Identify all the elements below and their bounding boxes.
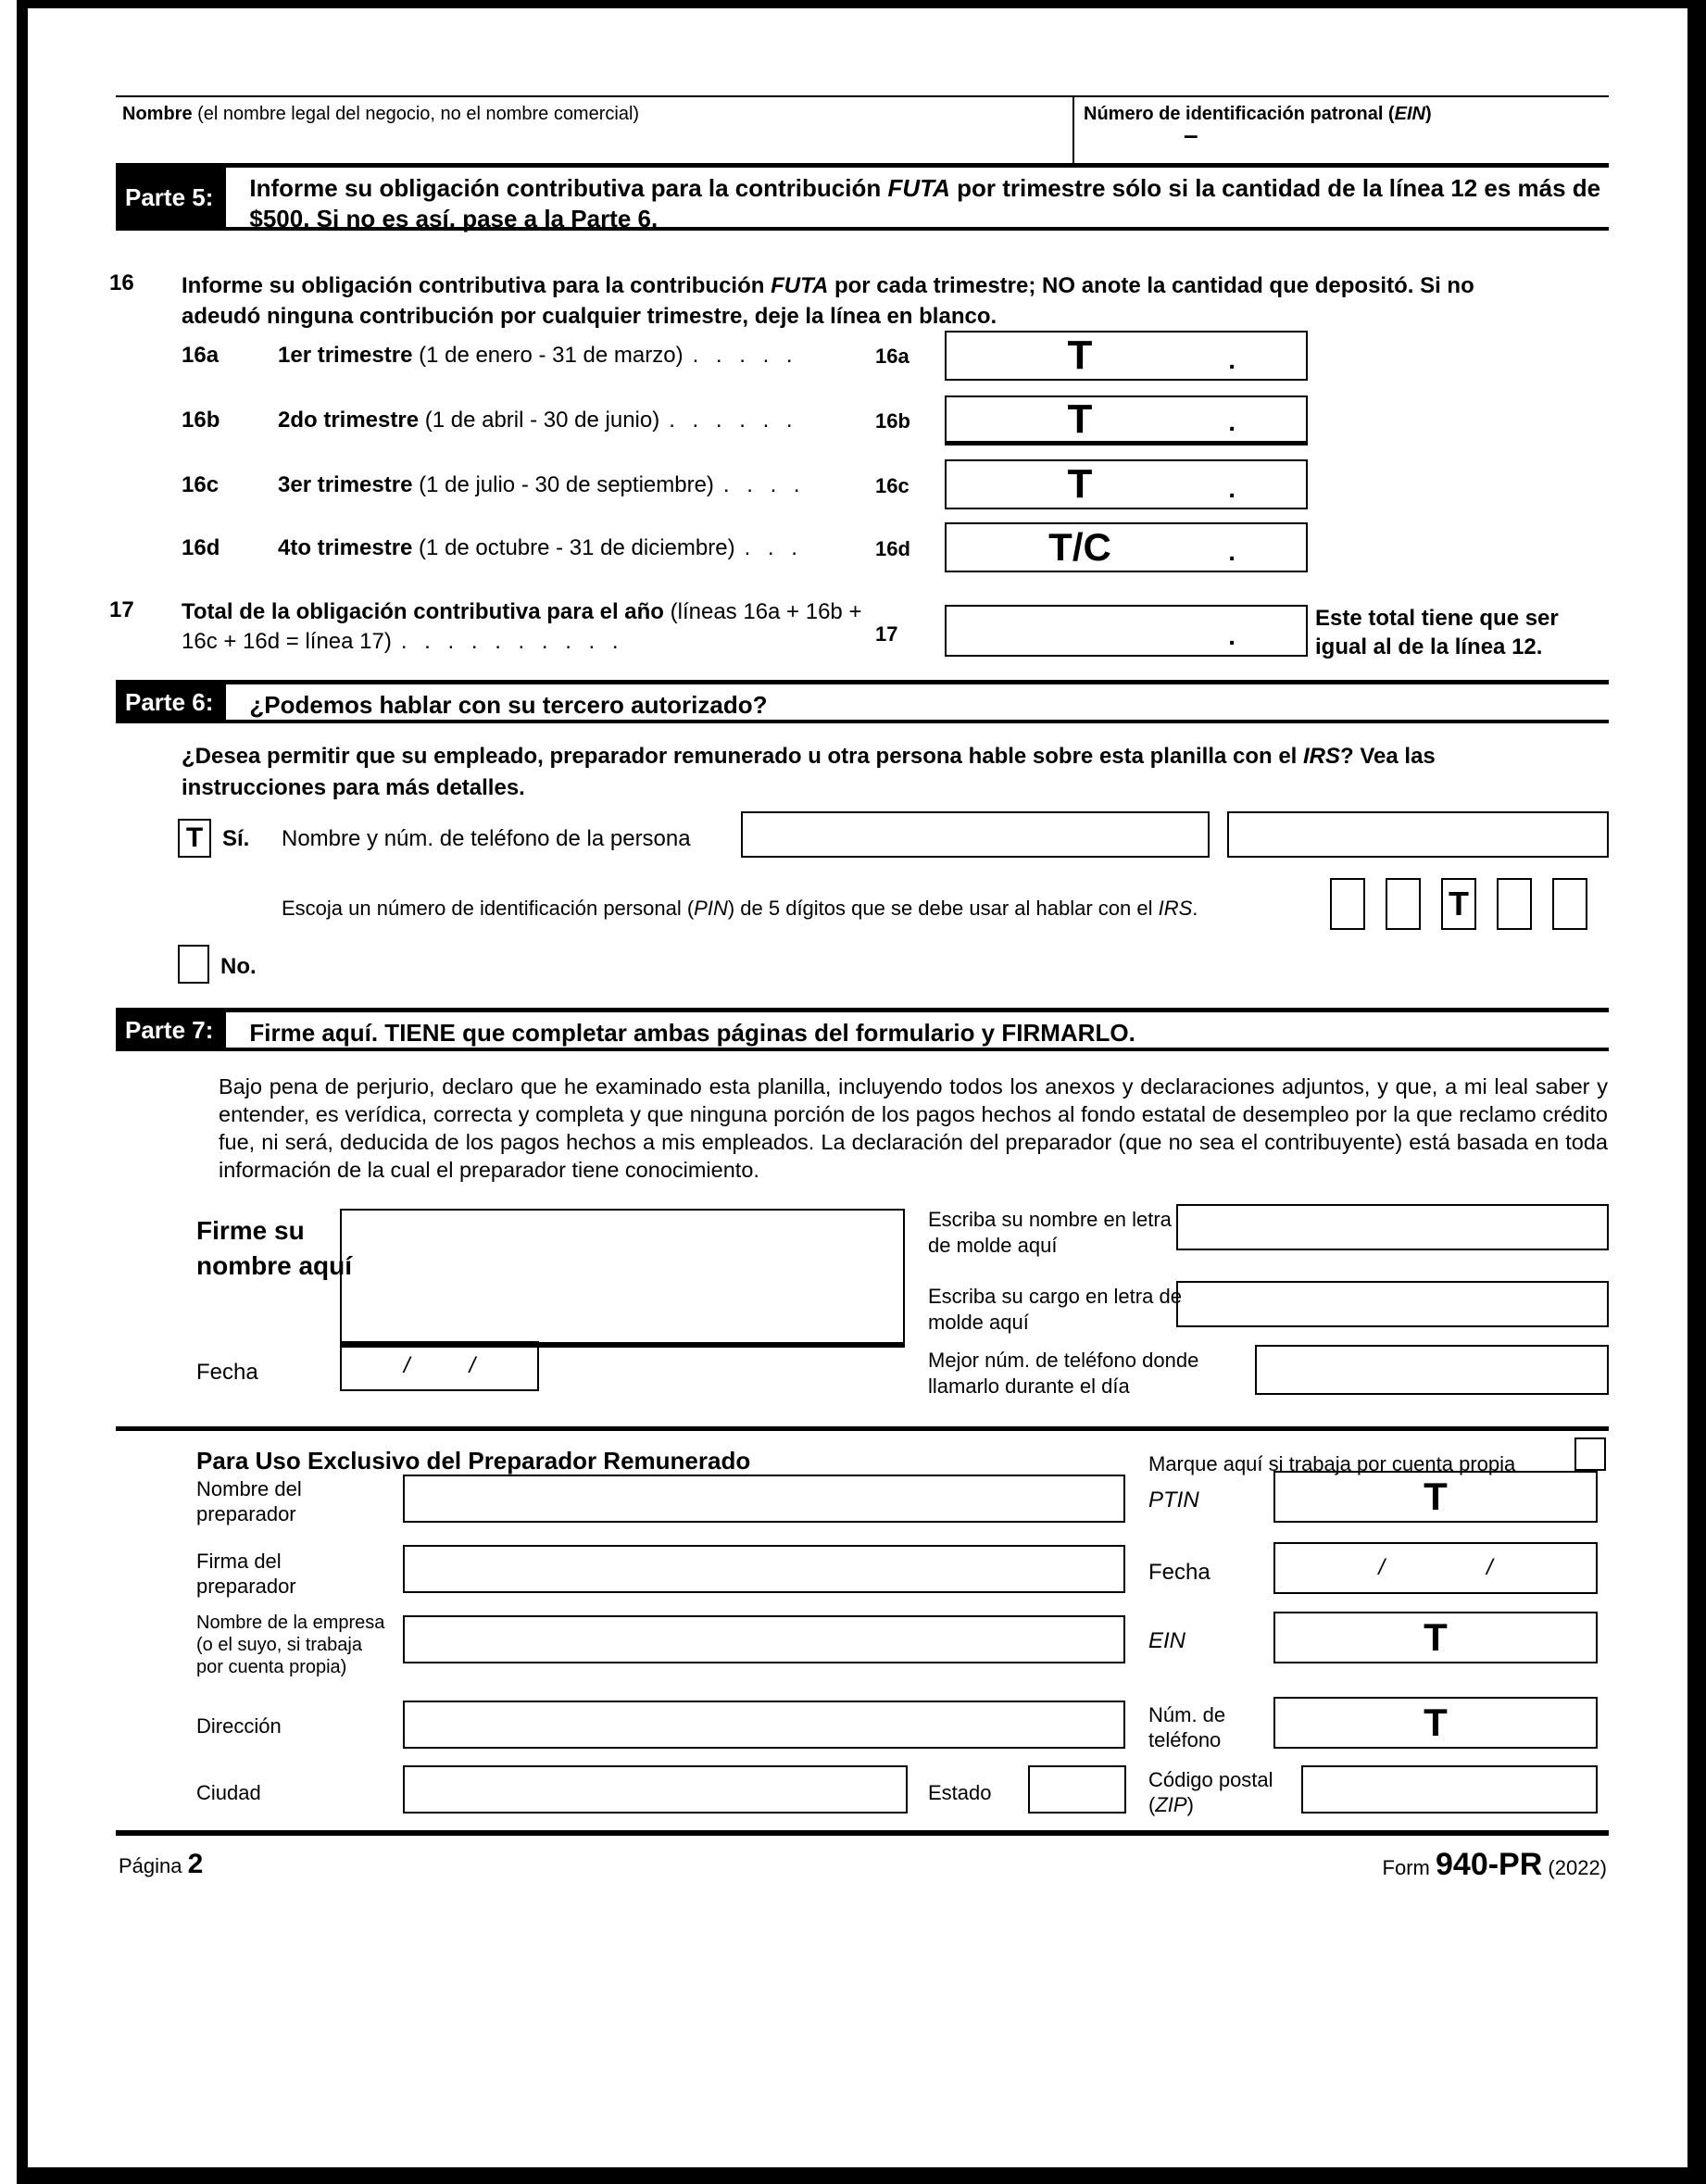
line17-decimal-point: . [1228, 621, 1236, 650]
parte7-band [116, 1008, 1609, 1051]
firm-name-label: Nombre de la empresa (o el suyo, si trabaja por cuenta propia) [196, 1613, 385, 1677]
line16a-box-label: 16a [875, 345, 909, 368]
preparer-signature-label: Firma del preparador [196, 1550, 296, 1598]
third-party-question-irs: IRS [1303, 744, 1341, 769]
signature-date-label: Fecha [196, 1360, 258, 1385]
line17-label-bold: Total de la obligación contributiva para el año [182, 599, 671, 624]
line16a-amount-value: T [1067, 333, 1093, 378]
line17-label [182, 597, 898, 657]
line16b-amount-box[interactable] [945, 395, 1308, 446]
preparer-signature-input[interactable] [403, 1545, 1125, 1593]
pin-digit-3[interactable]: T [1441, 878, 1476, 930]
perjury-declaration: Bajo pena de perjurio, declaro que he examinado esta planilla, incluyendo todos los anexos y declaraciones adjuntos, y que, a mi leal saber y entender, es verídica, correcta y completa y que ninguna porción de los pagos hechos al fondo estatal de desempleo por la que reclamo crédito fue, ni será, deducida de los pagos hechos a mis empleados. La declaración del preparador (que no sea el contribuyente) está basada en toda información de la cual el preparador tiene conocimiento. [219, 1074, 1608, 1182]
state-label: Estado [928, 1781, 992, 1804]
preparer-ein-value: T [1424, 1615, 1448, 1659]
preparer-phone-input[interactable] [1273, 1697, 1598, 1749]
line16c-amount-value: T [1067, 461, 1093, 507]
line16d-number: 16d [182, 535, 220, 560]
parte7-label: Parte 7: [116, 1012, 226, 1048]
line16-text [182, 270, 1552, 332]
preparer-ein-label: EIN [1148, 1628, 1186, 1653]
line16a-decimal-point: . [1228, 345, 1236, 374]
no-checkbox[interactable] [178, 945, 209, 984]
line16d-dot-leader: . . . [744, 535, 803, 560]
yes-checkbox-mark: T [185, 822, 204, 853]
parte5-band-gap [226, 168, 234, 227]
preparer-phone-label: Núm. de teléfono [1148, 1703, 1226, 1751]
preparer-name-label: Nombre del preparador [196, 1477, 302, 1525]
line17-dot-leader: . . . . . . . . . . [400, 629, 624, 654]
line16d-label [278, 535, 871, 561]
pin-instruction-mid: ) de 5 dígitos que se debe usar al hablar con el [727, 897, 1159, 920]
parte6-label: Parte 6: [116, 684, 226, 720]
line16-text-futa: FUTA [771, 273, 829, 298]
line16a-number: 16a [182, 343, 220, 368]
line16c-label-bold: 3er trimestre [278, 472, 413, 497]
city-label: Ciudad [196, 1781, 261, 1804]
preparer-name-input[interactable] [403, 1475, 1125, 1523]
line16-text-pre: Informe su obligación contributiva para la contribución [182, 273, 771, 298]
third-party-question [182, 741, 1580, 804]
parte6-title: ¿Podemos hablar con su tercero autorizado? [249, 691, 768, 719]
line16b-amount-value: T [1067, 395, 1093, 442]
preparer-section-title: Para Uso Exclusivo del Preparador Remunerado [196, 1447, 751, 1475]
line16d-label-rest: (1 de octubre - 31 de diciembre) [412, 535, 735, 560]
designee-name-phone-label: Nombre y núm. de teléfono de la persona [282, 826, 691, 851]
page-number-value: 2 [187, 1849, 204, 1879]
line16b-decimal-point: . [1228, 408, 1236, 436]
line17-box-label: 17 [875, 622, 898, 646]
third-party-question-pre: ¿Desea permitir que su empleado, preparador remunerado u otra persona hable sobre esta planilla con el [182, 744, 1304, 769]
line16d-amount-value: T/C [1048, 525, 1111, 569]
print-title-input[interactable] [1176, 1281, 1609, 1327]
line16b-number: 16b [182, 408, 220, 433]
pin-digit-5[interactable] [1552, 878, 1587, 930]
zip-input[interactable] [1301, 1765, 1598, 1814]
line17-note: Este total tiene que ser igual al de la línea 12. [1315, 606, 1559, 659]
name-label-rest: (el nombre legal del negocio, no el nombre comercial) [192, 104, 640, 124]
line16b-label [278, 408, 871, 433]
line16c-decimal-point: . [1228, 474, 1236, 503]
date-slash-2: / [469, 1353, 476, 1378]
line16-text-post: por cada trimestre; NO anote la cantidad que depositó. Si no adeudó ninguna contribución por cualquier trimestre, deje la línea en blanco. [182, 273, 1474, 329]
preparer-ein-input[interactable] [1273, 1612, 1598, 1663]
parte5-title [234, 168, 1609, 232]
firm-name-input[interactable] [403, 1615, 1125, 1663]
footer-rule [116, 1830, 1609, 1836]
preparer-phone-value: T [1424, 1701, 1448, 1744]
address-input[interactable] [403, 1701, 1125, 1749]
line16a-dot-leader: . . . . . [692, 343, 798, 368]
page-number-label: Página [119, 1854, 182, 1877]
yes-label: Sí. [222, 826, 250, 851]
preparer-date-slashes [1275, 1544, 1596, 1592]
ptin-input[interactable] [1273, 1471, 1598, 1523]
signature-input[interactable] [340, 1209, 905, 1348]
line16c-box-label: 16c [875, 474, 909, 497]
print-name-label: Escriba su nombre en letra de molde aquí [928, 1208, 1172, 1257]
parte5-title-futa: FUTA [887, 174, 950, 202]
zip-label-abbr: ZIP [1155, 1793, 1187, 1816]
ptin-value: T [1424, 1475, 1448, 1518]
parte7-band-gap [226, 1012, 234, 1048]
pin-instruction-irs: IRS [1158, 897, 1193, 920]
signature-date-input[interactable] [340, 1341, 539, 1391]
city-input[interactable] [403, 1765, 908, 1814]
line16c-label [278, 472, 871, 498]
parte5-label: Parte 5: [116, 168, 226, 227]
ein-field-label [1084, 104, 1432, 125]
pin-instruction [282, 897, 1198, 921]
line16a-label-rest: (1 de enero - 31 de marzo) [412, 343, 684, 368]
parte5-title-post: por trimestre sólo si la cantidad de la línea 12 es más de $500. Si no es así, pase a la Parte 6. [249, 174, 1601, 232]
sign-here-label: Firme su nombre aquí [196, 1216, 353, 1280]
line17-label-paren: (líneas 16a + 16b + 16c + 16d = línea 17) [182, 599, 862, 654]
line16c-dot-leader: . . . . [722, 472, 806, 497]
line16c-number: 16c [182, 472, 220, 497]
pin-digit-4[interactable] [1497, 878, 1532, 930]
designee-phone-input[interactable] [1227, 811, 1609, 858]
line16b-box-label: 16b [875, 409, 910, 433]
parte6-band [116, 680, 1609, 723]
form-id-year: (2022) [1548, 1856, 1607, 1879]
parte6-band-gap [226, 684, 234, 720]
line16c-label-rest: (1 de julio - 30 de septiembre) [412, 472, 714, 497]
line16d-amount-box[interactable] [945, 522, 1308, 572]
pin-digit-2[interactable] [1386, 878, 1421, 930]
preparer-date-slash-1: / [1378, 1555, 1385, 1580]
zip-label [1148, 1767, 1287, 1817]
business-name-field-label [122, 104, 639, 125]
ein-label-pre: Número de identificación patronal ( [1084, 104, 1395, 124]
self-employed-label: Marque aquí si trabaja por cuenta propia [1148, 1452, 1516, 1475]
line16-number: 16 [109, 270, 134, 295]
date-slash-1: / [403, 1353, 410, 1378]
pin-digit-1[interactable] [1330, 878, 1365, 930]
preparer-date-input[interactable] [1273, 1542, 1598, 1594]
preparer-date-label: Fecha [1148, 1560, 1211, 1585]
ein-label-post: ) [1424, 104, 1432, 124]
page-number [119, 1849, 203, 1880]
line16d-decimal-point: . [1228, 537, 1236, 566]
yes-checkbox[interactable] [178, 819, 211, 858]
parte5-band [116, 163, 1609, 231]
form-id-pre: Form [1382, 1856, 1430, 1879]
name-label-bold: Nombre [122, 104, 193, 124]
best-phone-input[interactable] [1255, 1345, 1609, 1395]
print-name-input[interactable] [1176, 1204, 1609, 1250]
state-input[interactable] [1028, 1765, 1126, 1814]
zip-label-pre: Código postal ( [1148, 1768, 1273, 1816]
form-id-name: 940-PR [1436, 1847, 1543, 1882]
pin-instruction-post: . [1192, 897, 1198, 920]
pin-digit-boxes [1330, 878, 1587, 930]
print-title-label: Escriba su cargo en letra de molde aquí [928, 1285, 1182, 1334]
line16b-dot-leader: . . . . . . [669, 408, 798, 433]
pin-instruction-pin: PIN [694, 897, 728, 920]
header-divider [1073, 95, 1074, 164]
address-label: Dirección [196, 1714, 282, 1738]
best-phone-label: Mejor núm. de teléfono donde llamarlo durante el día [928, 1349, 1199, 1398]
line16a-label [278, 343, 871, 369]
parte7-title: Firme aquí. TIENE que completar ambas páginas del formulario y FIRMARLO. [249, 1019, 1135, 1047]
header-top-rule [116, 95, 1609, 97]
line16d-box-label: 16d [875, 537, 910, 560]
line16b-label-bold: 2do trimestre [278, 408, 420, 433]
line17-number: 17 [109, 597, 134, 622]
pin-instruction-pre: Escoja un número de identificación personal ( [282, 897, 695, 920]
line16a-label-bold: 1er trimestre [278, 343, 413, 368]
line17-amount-box[interactable] [945, 605, 1308, 657]
parte5-title-pre: Informe su obligación contributiva para la contribución [249, 174, 888, 202]
preparer-date-slash-2: / [1486, 1555, 1493, 1580]
zip-label-post: ) [1186, 1793, 1194, 1816]
line16b-label-rest: (1 de abril - 30 de junio) [419, 408, 660, 433]
form-id [1144, 1847, 1607, 1883]
line16a-amount-box[interactable] [945, 331, 1308, 381]
self-employed-checkbox[interactable] [1574, 1437, 1606, 1471]
third-party-question-post: ? Vea las instrucciones para más detalles. [182, 744, 1436, 800]
ein-label-abbr: EIN [1394, 104, 1425, 124]
preparer-section-divider [116, 1426, 1609, 1431]
ein-dash: – [1184, 120, 1198, 149]
line16c-amount-box[interactable] [945, 459, 1308, 509]
ptin-label: PTIN [1148, 1487, 1199, 1512]
line16d-label-bold: 4to trimestre [278, 535, 413, 560]
designee-name-input[interactable] [741, 811, 1210, 858]
no-label: No. [220, 954, 257, 979]
